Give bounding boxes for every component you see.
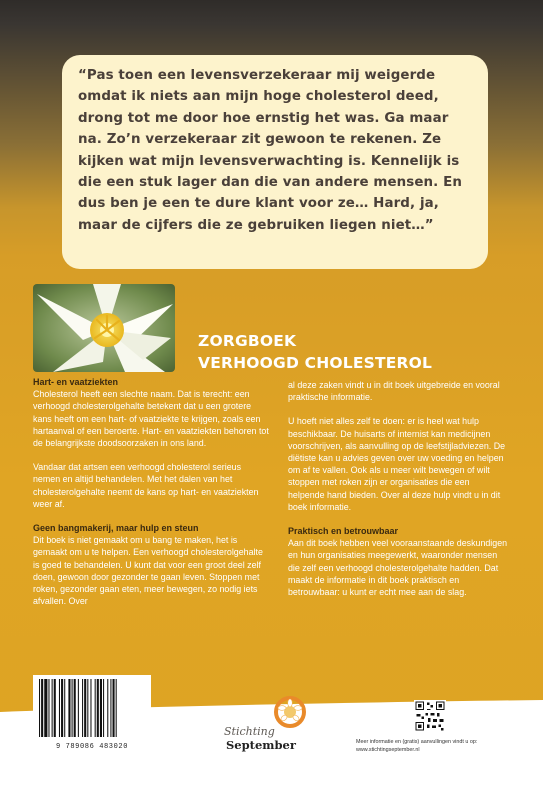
tulip-flower-illustration bbox=[33, 284, 175, 372]
flower-image bbox=[33, 284, 175, 372]
heading-heart-disease: Hart- en vaatziekten bbox=[33, 377, 119, 387]
barcode-number: 9 789086 483020 bbox=[55, 743, 128, 751]
title-line-1: ZORGBOEK bbox=[198, 332, 297, 350]
paragraph: Vandaar dat artsen een verhoogd cholesterol serieus nemen en altijd behandelen. Met het dalen van het cholesterolgehalte neemt de kans op hart- en vaatziekten weer af. bbox=[33, 462, 259, 509]
quote-text: “Pas toen een levensverzekeraar mij weigerde omdat ik niets aan mijn hoge cholesterol deed, drong tot me door hoe ernstig het was. Ga maar na. Zo’n verzekeraar zit gewoon te rekenen. Ze kijken wat mijn levensverwachting is. Kennelijk is die een stuk lager dan die van andere mensen. En dus ben je een te dure klant voor ze… Hard, ja, maar de cijfers die ze gebruiken liegen niet…” bbox=[78, 68, 462, 233]
heading-practical-reliable: Praktisch en betrouwbaar bbox=[288, 526, 399, 537]
right-column bbox=[288, 379, 508, 610]
info-line-1: Meer informatie en (gratis) aanvullingen vindt u op: bbox=[356, 739, 478, 745]
left-column bbox=[33, 376, 269, 619]
heading-help-support: Geen bangmakerij, maar hulp en steun bbox=[33, 523, 199, 534]
more-info-text bbox=[356, 738, 516, 754]
paragraph: al deze zaken vindt u in dit boek uitgebreide en vooral praktische informatie. bbox=[288, 380, 500, 403]
quote-box bbox=[62, 55, 488, 269]
paragraph: U hoeft niet alles zelf te doen: er is heel wat hulp beschikbaar. De huisarts of internist kan medicijnen voorschrijven, als aanvulling op de leefstijladviezen. De diëtiste kan u advies geven over uw voeding en helpen om af te vallen. Ook als u meer wilt bewegen of wilt stoppen met roken zijn er organisaties die een helpende hand bieden. Over al deze hulp vindt u in dit boek informatie. bbox=[288, 416, 506, 512]
barcode-bars bbox=[33, 675, 151, 741]
title-line-2: VERHOOGD CHOLESTEROL bbox=[198, 354, 433, 372]
logo-word-september: September bbox=[226, 738, 296, 752]
barcode bbox=[33, 675, 151, 753]
info-website[interactable]: www.stichtingseptember.nl bbox=[356, 747, 420, 753]
paragraph: Dit boek is niet gemaakt om u bang te maken, het is gemaakt om u te helpen. Een verhoogd cholesterolgehalte is goed te behandelen. U kunt dat voor een groot deel zelf doen, gewoon door gezonder te gaan leven. Stoppen met roken, gezonder gaan eten, meer bewegen, zo nodig iets afvallen. Over bbox=[33, 535, 263, 607]
logo-word-stichting: Stichting bbox=[224, 725, 275, 738]
paragraph: Cholesterol heeft een slechte naam. Dat is terecht: een verhoogd cholesterolgehalte betekent dat u een grotere kans heeft om een hart- of vaatziekte te krijgen, zoals een hartaanval of een beroerte. Hart- en vaatziekten behoren tot de belangrijkste doodsoorzaken in ons land. bbox=[33, 389, 269, 449]
book-title bbox=[198, 330, 432, 374]
qr-code bbox=[414, 700, 446, 732]
paragraph: Aan dit boek hebben veel vooraanstaande deskundigen en hun organisaties meegewerkt, waaronder mensen die zelf een verhoogd cholesterolgehalte hadden. Dat maakt de informatie in dit boek praktisch en betrouwbaar: u kunt er echt mee aan de slag. bbox=[288, 538, 508, 598]
